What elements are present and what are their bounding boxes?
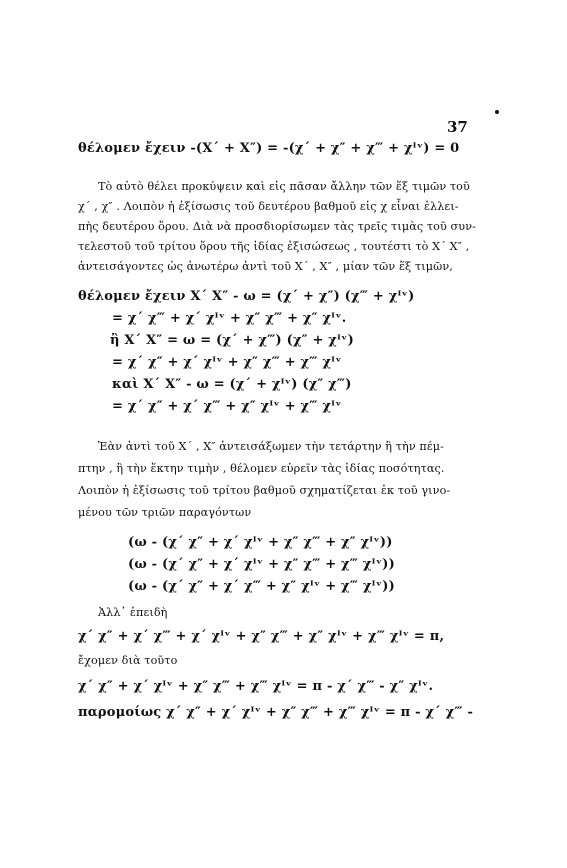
equation-line: = χ΄ χ‴ + χ΄ χᴵᵛ + χ″ χ‴ + χ″ χᴵᵛ. — [112, 311, 347, 326]
equation-line: χ΄ χ″ + χ΄ χᴵᵛ + χ″ χ‴ + χ‴ χᴵᵛ = π ‐ χ΄ χ‴ ‐ χ″ χᴵᵛ. — [78, 679, 434, 694]
equation-line: χ΄ χ″ + χ΄ χ‴ + χ΄ χᴵᵛ + χ″ χ‴ + χ″ χᴵᵛ + χ‴ χᴵᵛ = π, — [78, 629, 445, 644]
equation-line: = χ΄ χ″ + χ΄ χ‴ + χ″ χᴵᵛ + χ‴ χᴵᵛ — [112, 399, 342, 414]
text-line: Τὸ αὐτὸ θέλει προκύψειν καὶ εἰς πᾶσαν ἄλλην τῶν ἕξ τιμῶν τοῦ — [98, 180, 470, 193]
text-line: μένου τῶν τριῶν παραγόντων — [78, 506, 252, 519]
equation-line: (ω ‐ (χ΄ χ″ + χ΄ χᴵᵛ + χ″ χ‴ + χ‴ χᴵᵛ)) — [128, 557, 395, 572]
page-number: 37 — [447, 118, 468, 136]
ink-dot — [495, 110, 499, 114]
equation-line: θέλομεν ἔχειν X΄ X″ ‐ ω = (χ΄ + χ″) (χ‴ + χᴵᵛ) — [78, 289, 415, 304]
text-line: τελεστοῦ τοῦ τρίτου ὅρου τῆς ἰδίας ἐξισώσεως , τουτέστι τὸ X΄ X″ , — [78, 240, 470, 253]
text-line: χ΄ , χ″ . Λοιπὸν ἡ ἐξίσωσις τοῦ δευτέρου βαθμοῦ εἰς χ εἶναι ἐλλει- — [78, 200, 459, 213]
equation-line: = χ΄ χ″ + χ΄ χᴵᵛ + χ″ χ‴ + χ‴ χᴵᵛ — [112, 355, 342, 370]
text-line: Ἀλλ᾽ ἐπειδὴ — [98, 606, 168, 619]
text-line: Ἐὰν ἀντὶ τοῦ X΄ , X″ ἀντεισάξωμεν τὴν τετάρτην ἢ τὴν πέμ- — [98, 440, 444, 453]
text-line: ἀντεισάγοντες ὡς ἀνωτέρω ἀντὶ τοῦ X΄ , X″ , μίαν τῶν ἕξ τιμῶν, — [78, 260, 453, 273]
text-line: πτην , ἢ τὴν ἕκτην τιμὴν , θέλομεν εὑρεῖν τὰς ἰδίας ποσότητας. — [78, 462, 445, 475]
text-line: ἔχομεν διὰ τοῦτο — [78, 654, 178, 667]
equation-line: (ω ‐ (χ΄ χ″ + χ΄ χ‴ + χ″ χᴵᵛ + χ‴ χᴵᵛ)) — [128, 579, 395, 594]
text-line: πὴς δευτέρου ὅρου. Διὰ νὰ προσδιορίσωμεν τὰς τρεῖς τιμὰς τοῦ συν- — [78, 220, 476, 233]
equation-line: (ω ‐ (χ΄ χ″ + χ΄ χᴵᵛ + χ″ χ‴ + χ″ χᴵᵛ)) — [128, 535, 393, 550]
text-line: Λοιπὸν ἡ ἐξίσωσις τοῦ τρίτου βαθμοῦ σχηματίζεται ἐκ τοῦ γινο- — [78, 484, 451, 497]
equation-line: ἢ X΄ X″ = ω = (χ΄ + χ‴) (χ″ + χᴵᵛ) — [110, 333, 354, 348]
equation-line: καὶ X΄ X″ ‐ ω = (χ΄ + χᴵᵛ) (χ″ χ‴) — [112, 377, 352, 392]
equation-line: θέλομεν ἔχειν ‐(X΄ + X″) = ‐(χ΄ + χ″ + χ‴ + χᴵᵛ) = 0 — [78, 141, 460, 156]
equation-line: παρομοίως χ΄ χ″ + χ΄ χᴵᵛ + χ″ χ‴ + χ‴ χᴵᵛ = π ‐ χ΄ χ‴ ‐ — [78, 705, 474, 720]
